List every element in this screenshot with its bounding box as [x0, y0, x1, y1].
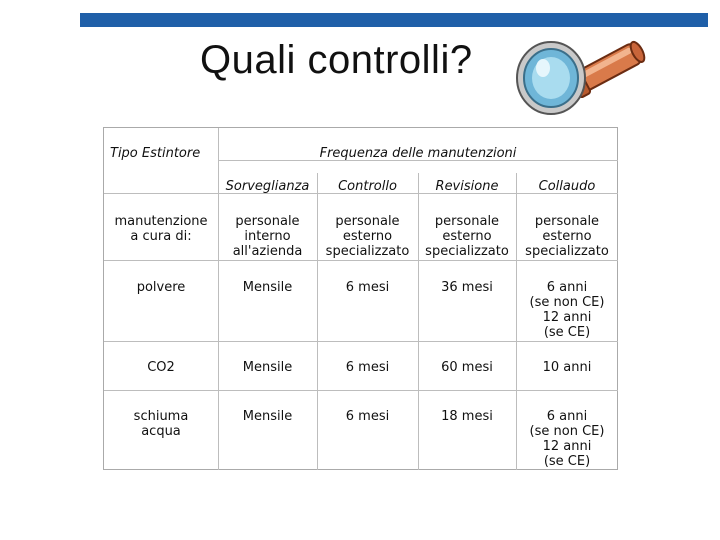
- row-polvere-controllo: 6 mesi: [345, 280, 390, 295]
- header-sorveglianza: Sorveglianza: [225, 179, 310, 194]
- row-polvere-collaudo: 6 anni (se non CE) 12 anni (se CE): [529, 280, 605, 340]
- responsibility-revisione: personale esterno specializzato: [425, 214, 509, 259]
- row-schiuma-revisione: 18 mesi: [441, 409, 493, 424]
- row-polvere-type: polvere: [136, 280, 186, 295]
- header-revisione: Revisione: [435, 179, 499, 194]
- slide-title: Quali controlli?: [200, 38, 473, 82]
- maintenance-table: [103, 127, 618, 470]
- magnifying-glass-icon: [505, 28, 650, 123]
- row-co2-sorveglianza: Mensile: [242, 360, 293, 375]
- responsibility-collaudo: personale esterno specializzato: [525, 214, 609, 259]
- top-accent-bar: [80, 13, 708, 27]
- header-type: Tipo Estintore: [110, 146, 201, 161]
- row-co2-type: CO2: [147, 360, 175, 375]
- header-frequency: Frequenza delle manutenzioni: [319, 146, 517, 161]
- header-collaudo: Collaudo: [538, 179, 596, 194]
- row-co2-revisione: 60 mesi: [441, 360, 493, 375]
- row-co2-collaudo: 10 anni: [542, 360, 592, 375]
- row-schiuma-type: schiuma acqua: [133, 409, 189, 439]
- row-schiuma-collaudo: 6 anni (se non CE) 12 anni (se CE): [529, 409, 605, 469]
- responsibility-controllo: personale esterno specializzato: [325, 214, 410, 259]
- row-co2-controllo: 6 mesi: [345, 360, 390, 375]
- responsibility-label: manutenzione a cura di:: [114, 214, 208, 244]
- responsibility-sorveglianza: personale interno all'azienda: [232, 214, 303, 259]
- row-schiuma-sorveglianza: Mensile: [242, 409, 293, 424]
- row-polvere-revisione: 36 mesi: [441, 280, 493, 295]
- row-polvere-sorveglianza: Mensile: [242, 280, 293, 295]
- header-controllo: Controllo: [338, 179, 397, 194]
- row-schiuma-controllo: 6 mesi: [345, 409, 390, 424]
